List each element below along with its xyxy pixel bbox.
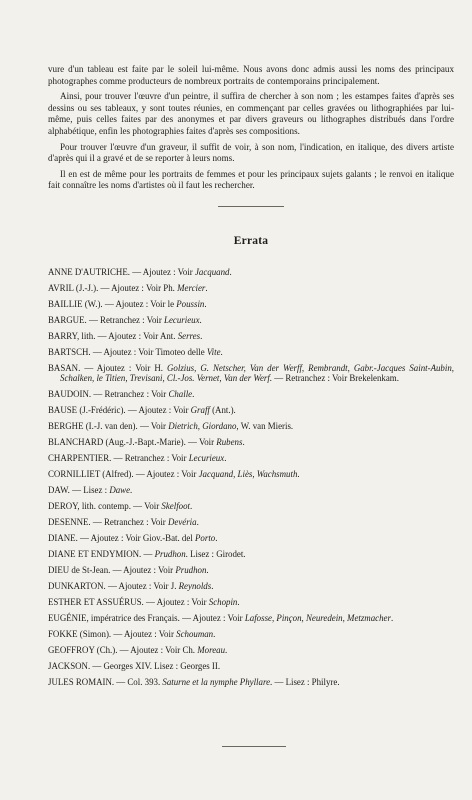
- errata-entry-reference: Schopin: [208, 597, 238, 608]
- errata-entry-reference: Devéria: [167, 517, 197, 528]
- errata-entry-reference: Lecurieux: [164, 314, 200, 325]
- errata-entry-action: — Retranchez : Voir: [86, 314, 165, 325]
- errata-entry-reference: Prudhon: [175, 565, 207, 576]
- errata-entry-reference: Challe: [168, 389, 193, 400]
- errata-entry-action: — Ajoutez : Voir Ph.: [98, 282, 178, 293]
- errata-entry-name: BERGHE (I.-J. van den).: [48, 421, 138, 432]
- errata-entry-tail: .: [211, 581, 214, 592]
- errata-entry-tail: .: [196, 517, 199, 528]
- errata-entry-action: — Ajoutez : Voir: [129, 266, 195, 277]
- errata-entry-tail: .: [220, 346, 223, 357]
- errata-entry-action: — Ajoutez : Voir: [110, 565, 176, 576]
- errata-entry-tail: . Lisez : Girodet.: [185, 549, 246, 560]
- errata-entry: [48, 501, 454, 512]
- errata-entry-name: BASAN.: [48, 362, 81, 373]
- errata-entry: [48, 533, 454, 544]
- intro-paragraph-2: Ainsi, pour trouver l'œuvre d'un peintre, il suffira de chercher à son nom ; les estampes faites d'après ses dessins ou ses tableaux, y sont toutes réunies, en commençant par celles gravées ou lithographiées par lui-même, puis celles faites par des anonymes et par divers graveurs ou lithographes distribués dans l'ordre alphabétique, enfin les photographies faites d'après ses compositions.: [48, 91, 454, 136]
- errata-entry-action: — Retranchez : Voir: [90, 517, 168, 528]
- errata-entry: [48, 517, 454, 528]
- errata-entry-action: —: [141, 549, 155, 560]
- errata-entry-name: FOKKE (Simon).: [48, 629, 112, 640]
- errata-entry-reference: Prudhon: [154, 549, 186, 560]
- errata-entry-reference: Jacquand, Liès, Wachsmuth: [198, 469, 298, 480]
- errata-entry: [48, 267, 454, 278]
- errata-entry: [48, 331, 454, 342]
- errata-entry-reference: Reynolds: [178, 581, 212, 592]
- errata-entry-tail: .: [206, 565, 209, 576]
- errata-entry-action: — Ajoutez : Voir: [111, 629, 177, 640]
- errata-entry-tail: .: [204, 298, 207, 309]
- errata-entry-name: ANNE D'AUTRICHE.: [48, 266, 130, 277]
- errata-entry: [48, 437, 454, 448]
- errata-entry-reference: Dietrich, Giordano,: [168, 421, 239, 432]
- errata-entry-reference: Jacquand: [194, 266, 230, 277]
- errata-entry-reference: Skelfoot: [161, 501, 191, 512]
- errata-entry-name: CORNILLIET (Alfred).: [48, 469, 134, 480]
- errata-entry-reference: Graff: [190, 405, 210, 416]
- errata-entry-name: DIANE.: [48, 533, 78, 544]
- errata-entry-reference: Vite: [206, 346, 221, 357]
- errata-entry-name: BARGUE.: [48, 314, 87, 325]
- errata-entry-action: — Col. 393.: [114, 677, 163, 688]
- errata-entry-action: — Ajoutez : Voir: [179, 613, 245, 624]
- errata-list: [48, 267, 454, 688]
- errata-entry-action: — Georges XIV. Lisez : Georges II.: [90, 661, 221, 672]
- divider-top: [218, 206, 284, 207]
- errata-entry-name: JULES ROMAIN.: [48, 677, 115, 688]
- errata-entry: [48, 283, 454, 294]
- errata-entry: [48, 315, 454, 326]
- errata-entry-name: AVRIL (J.-J.).: [48, 282, 99, 293]
- errata-entry-action: — Ajoutez : Voir Timoteo delle: [90, 346, 207, 357]
- errata-entry-action: — Lisez :: [69, 485, 110, 496]
- errata-entry: [48, 613, 454, 624]
- errata-entry-action: — Ajoutez : Voir Ch.: [117, 645, 198, 656]
- errata-entry-reference: Rubens: [216, 437, 243, 448]
- errata-entry: [48, 421, 454, 432]
- errata-entry-tail: . — Lisez : Philyre.: [270, 677, 340, 688]
- errata-entry: [48, 645, 454, 656]
- errata-entry-action: — Ajoutez : Voir Giov.-Bat. del: [77, 533, 195, 544]
- errata-entry-tail: .: [225, 645, 228, 656]
- errata-entry: [48, 549, 454, 560]
- errata-entry-tail: .: [199, 314, 202, 325]
- errata-entry: [48, 581, 454, 592]
- errata-entry-tail: .: [237, 597, 240, 608]
- errata-entry-action: — Ajoutez : Voir J.: [105, 581, 179, 592]
- errata-entry-tail: .: [297, 469, 300, 480]
- errata-entry-name: BAUDOIN.: [48, 389, 92, 400]
- errata-entry-name: DIANE ET ENDYMION.: [48, 549, 142, 560]
- errata-entry: [48, 453, 454, 464]
- errata-entry-name: BARTSCH.: [48, 346, 91, 357]
- errata-entry-name: BLANCHARD (Aug.-J.-Bapt.-Marie).: [48, 437, 186, 448]
- errata-entry-name: BARRY, lith.: [48, 330, 96, 341]
- errata-entry-tail: .: [130, 485, 133, 496]
- errata-entry-reference: Golzius, G. Netscher, Van der Werff, Rembrandt, Gabr.-Jacques Saint-Aubin, Schalken, le Titien, Trevisani, Cl.-Jos. Vernet, Van der Werf.: [60, 362, 454, 384]
- errata-entry-tail: .: [190, 501, 193, 512]
- errata-entry-name: CHARPENTIER.: [48, 453, 112, 464]
- errata-entry-name: DUNKARTON.: [48, 581, 106, 592]
- errata-entry-name: BAUSE (J.-Frédéric).: [48, 405, 126, 416]
- errata-entry-action: — Voir: [185, 437, 217, 448]
- intro-paragraph-3: Pour trouver l'œuvre d'un graveur, il suffit de voir, à son nom, l'indication, en italique, des divers artiste d'après qui il a gravé et de se reporter à leurs noms.: [48, 141, 454, 164]
- errata-entry-name: DESENNE.: [48, 517, 91, 528]
- errata-entry: [48, 629, 454, 640]
- errata-entry-reference: Lecurieux: [188, 453, 225, 464]
- errata-entry-tail: .: [242, 437, 245, 448]
- errata-entry-tail: .: [205, 282, 208, 293]
- errata-entry-action: — Ajoutez : Voir H.: [80, 362, 167, 373]
- errata-entry-reference: Saturne et la nymphe Phyllare: [162, 677, 271, 688]
- errata-entry-reference: Moreau: [197, 645, 226, 656]
- errata-entry: [48, 469, 454, 480]
- errata-entry-reference: Serres: [177, 330, 201, 341]
- errata-entry-action: — Voir: [130, 501, 162, 512]
- errata-entry: [48, 485, 454, 496]
- errata-entry-name: JACKSON.: [48, 661, 91, 672]
- errata-entry-reference: Lafosse, Pinçon, Neuredein, Metzmacher: [244, 613, 391, 624]
- errata-entry: [48, 565, 454, 576]
- errata-entry-name: DEROY, lith. contemp.: [48, 501, 131, 512]
- errata-entry-name: DIEU de St-Jean.: [48, 565, 111, 576]
- errata-entry-name: EUGÉNIE, impératrice des Français.: [48, 613, 180, 624]
- errata-entry: [48, 661, 454, 672]
- errata-entry-action: — Ajoutez : Voir le: [102, 298, 177, 309]
- errata-entry-name: BAILLIE (W.).: [48, 298, 103, 309]
- errata-entry-action: — Ajoutez : Voir: [133, 469, 199, 480]
- errata-entry-action: — Retranchez : Voir: [91, 389, 169, 400]
- errata-entry: [48, 597, 454, 608]
- errata-entry-tail: .: [215, 533, 218, 544]
- errata-entry-tail: .: [229, 266, 232, 277]
- errata-entry-reference: Mercier: [177, 282, 206, 293]
- errata-entry-tail: .: [213, 629, 216, 640]
- intro-paragraph-1: vure d'un tableau est faite par le soleil lui-même. Nous avons donc admis aussi les noms des principaux photographes comme producteurs de nombreux portraits de contemporains principalement.: [48, 64, 454, 86]
- errata-entry-reference: Poussin: [176, 298, 205, 309]
- errata-entry-reference: Dawe: [109, 485, 131, 496]
- errata-entry-tail: .: [200, 330, 203, 341]
- errata-entry-action: — Retranchez : Voir: [111, 453, 189, 464]
- errata-entry: [48, 405, 454, 416]
- errata-entry: [48, 389, 454, 400]
- errata-entry-tail: — Retranchez : Voir Brekelenkam.: [272, 373, 399, 384]
- errata-entry-name: DAW.: [48, 485, 70, 496]
- errata-entry-reference: Porto: [195, 533, 216, 544]
- errata-entry-reference: Schouman: [176, 629, 214, 640]
- errata-entry-action: — Voir: [137, 421, 169, 432]
- errata-entry-action: — Ajoutez : Voir: [125, 405, 191, 416]
- errata-entry-tail: .: [192, 389, 195, 400]
- errata-entry: [48, 299, 454, 310]
- divider-bottom: [222, 746, 286, 747]
- errata-entry-tail: (Ant.).: [209, 405, 236, 416]
- errata-entry: [48, 677, 454, 688]
- errata-title: Errata: [233, 234, 269, 247]
- errata-entry: [48, 347, 454, 358]
- intro-text: [48, 64, 454, 192]
- errata-entry: [48, 363, 454, 384]
- errata-entry-tail: .: [224, 453, 227, 464]
- errata-entry-tail: W. van Mieris.: [238, 421, 294, 432]
- errata-entry-name: ESTHER ET ASSUÉRUS.: [48, 597, 144, 608]
- errata-entry-action: — Ajoutez : Voir Ant.: [95, 330, 178, 341]
- errata-entry-name: GEOFFROY (Ch.).: [48, 645, 118, 656]
- errata-entry-action: — Ajoutez : Voir: [143, 597, 209, 608]
- errata-entry-tail: .: [390, 613, 394, 624]
- intro-paragraph-4: Il en est de même pour les portraits de femmes et pour les principaux sujets galants ; le renvoi en italique fait connaître les noms d'artistes où il faut les rechercher.: [48, 168, 454, 191]
